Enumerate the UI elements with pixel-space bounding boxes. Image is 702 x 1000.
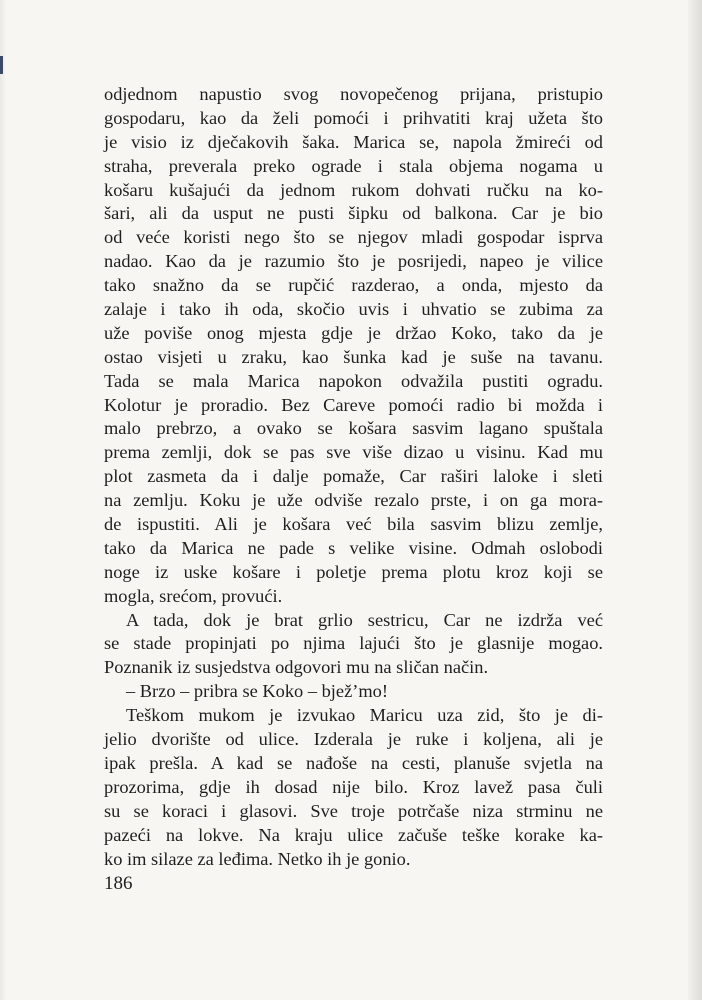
text-line: – Brzo – pribra se Koko – bjež’mo! [126,681,388,702]
text-line: na zemlju. Koku je uže odviše rezalo prste, i on ga mora- [104,490,603,511]
text-line: odjednom napustio svog novopečenog prijana, pristupio [104,84,603,104]
text-line: košaru kušajući da jednom rukom dohvati ručku na ko- [104,179,603,200]
text-line: pazeći na lokve. Na kraju ulice začuše teške korake ka- [104,824,603,845]
text-line: zalaje i tako ih oda, skočio uvis i uhvatio se zubima za [104,299,603,320]
text-line: gospodaru, kao da želi pomoći i prihvatiti kraj užeta što [104,107,603,128]
text-line: su se koraci i glasovi. Sve troje potrčaše niza strminu ne [104,800,603,821]
text-line: nadao. Kao da je razumio što je posrijedi, napeo je vilice [104,251,603,272]
page-edge-shadow [688,0,702,1000]
text-line: uže poviše onog mjesta gdje je držao Koko, tako da je [104,322,603,343]
text-line: se stade propinjati po njima lajući što je glasnije mogao. [104,633,603,654]
text-line: ko im silaze za leđima. Netko ih je gonio. [104,848,411,869]
page-gutter-shadow [0,0,6,1000]
page-number: 186 [104,873,133,894]
text-line: straha, preverala preko ograde i stala objema nogama u [104,155,603,176]
text-line: Poznanik iz susjedstva odgovori mu na sličan način. [104,657,489,678]
text-line: šari, ali da usput ne pusti šipku od balkona. Car je bio [104,203,603,224]
text-line: prozorima, gdje ih dosad nije bilo. Kroz lavež pasa čuli [104,776,603,797]
text-line: Tada se mala Marica napokon odvažila pustiti ogradu. [104,370,603,391]
text-line: malo prebrzo, a ovako se košara sasvim lagano spuštala [104,418,603,439]
text-line: ostao visjeti u zraku, kao šunka kad je suše na tavanu. [104,346,603,367]
text-line: od veće koristi nego što se njegov mladi gospodar isprva [104,227,603,248]
text-line: prema zemlji, dok se pas sve više dizao u visinu. Kad mu [104,442,603,463]
text-line: Kolotur je proradio. Bez Careve pomoći radio bi možda i [104,394,603,415]
text-line: tako snažno da se rupčić razderao, a onda, mjesto da [104,275,603,296]
body-text [104,83,603,871]
text-line: noge iz uske košare i poletje prema plotu kroz koji se [104,561,603,582]
text-line: A tada, dok je brat grlio sestricu, Car ne izdrža već [126,609,603,630]
text-line: mogla, srećom, provući. [104,585,283,606]
text-line: de ispustiti. Ali je košara već bila sasvim blizu zemlje, [104,514,603,535]
text-line: je visio iz dječakovih šaka. Marica se, napola žmireći od [104,131,603,152]
text-line: tako da Marica ne pade s velike visine. Odmah oslobodi [104,537,603,558]
text-line: jelio dvorište od ulice. Izderala je ruke i koljena, ali je [104,729,603,750]
text-line: Teškom mukom je izvukao Maricu uza zid, što je di- [126,705,603,726]
scan-edge-mark [0,56,3,74]
text-line: plot zasmeta da i dalje pomaže, Car raširi laloke i sleti [104,466,603,487]
text-line: ipak prešla. A kad se nađoše na cesti, planuše svjetla na [104,752,603,773]
